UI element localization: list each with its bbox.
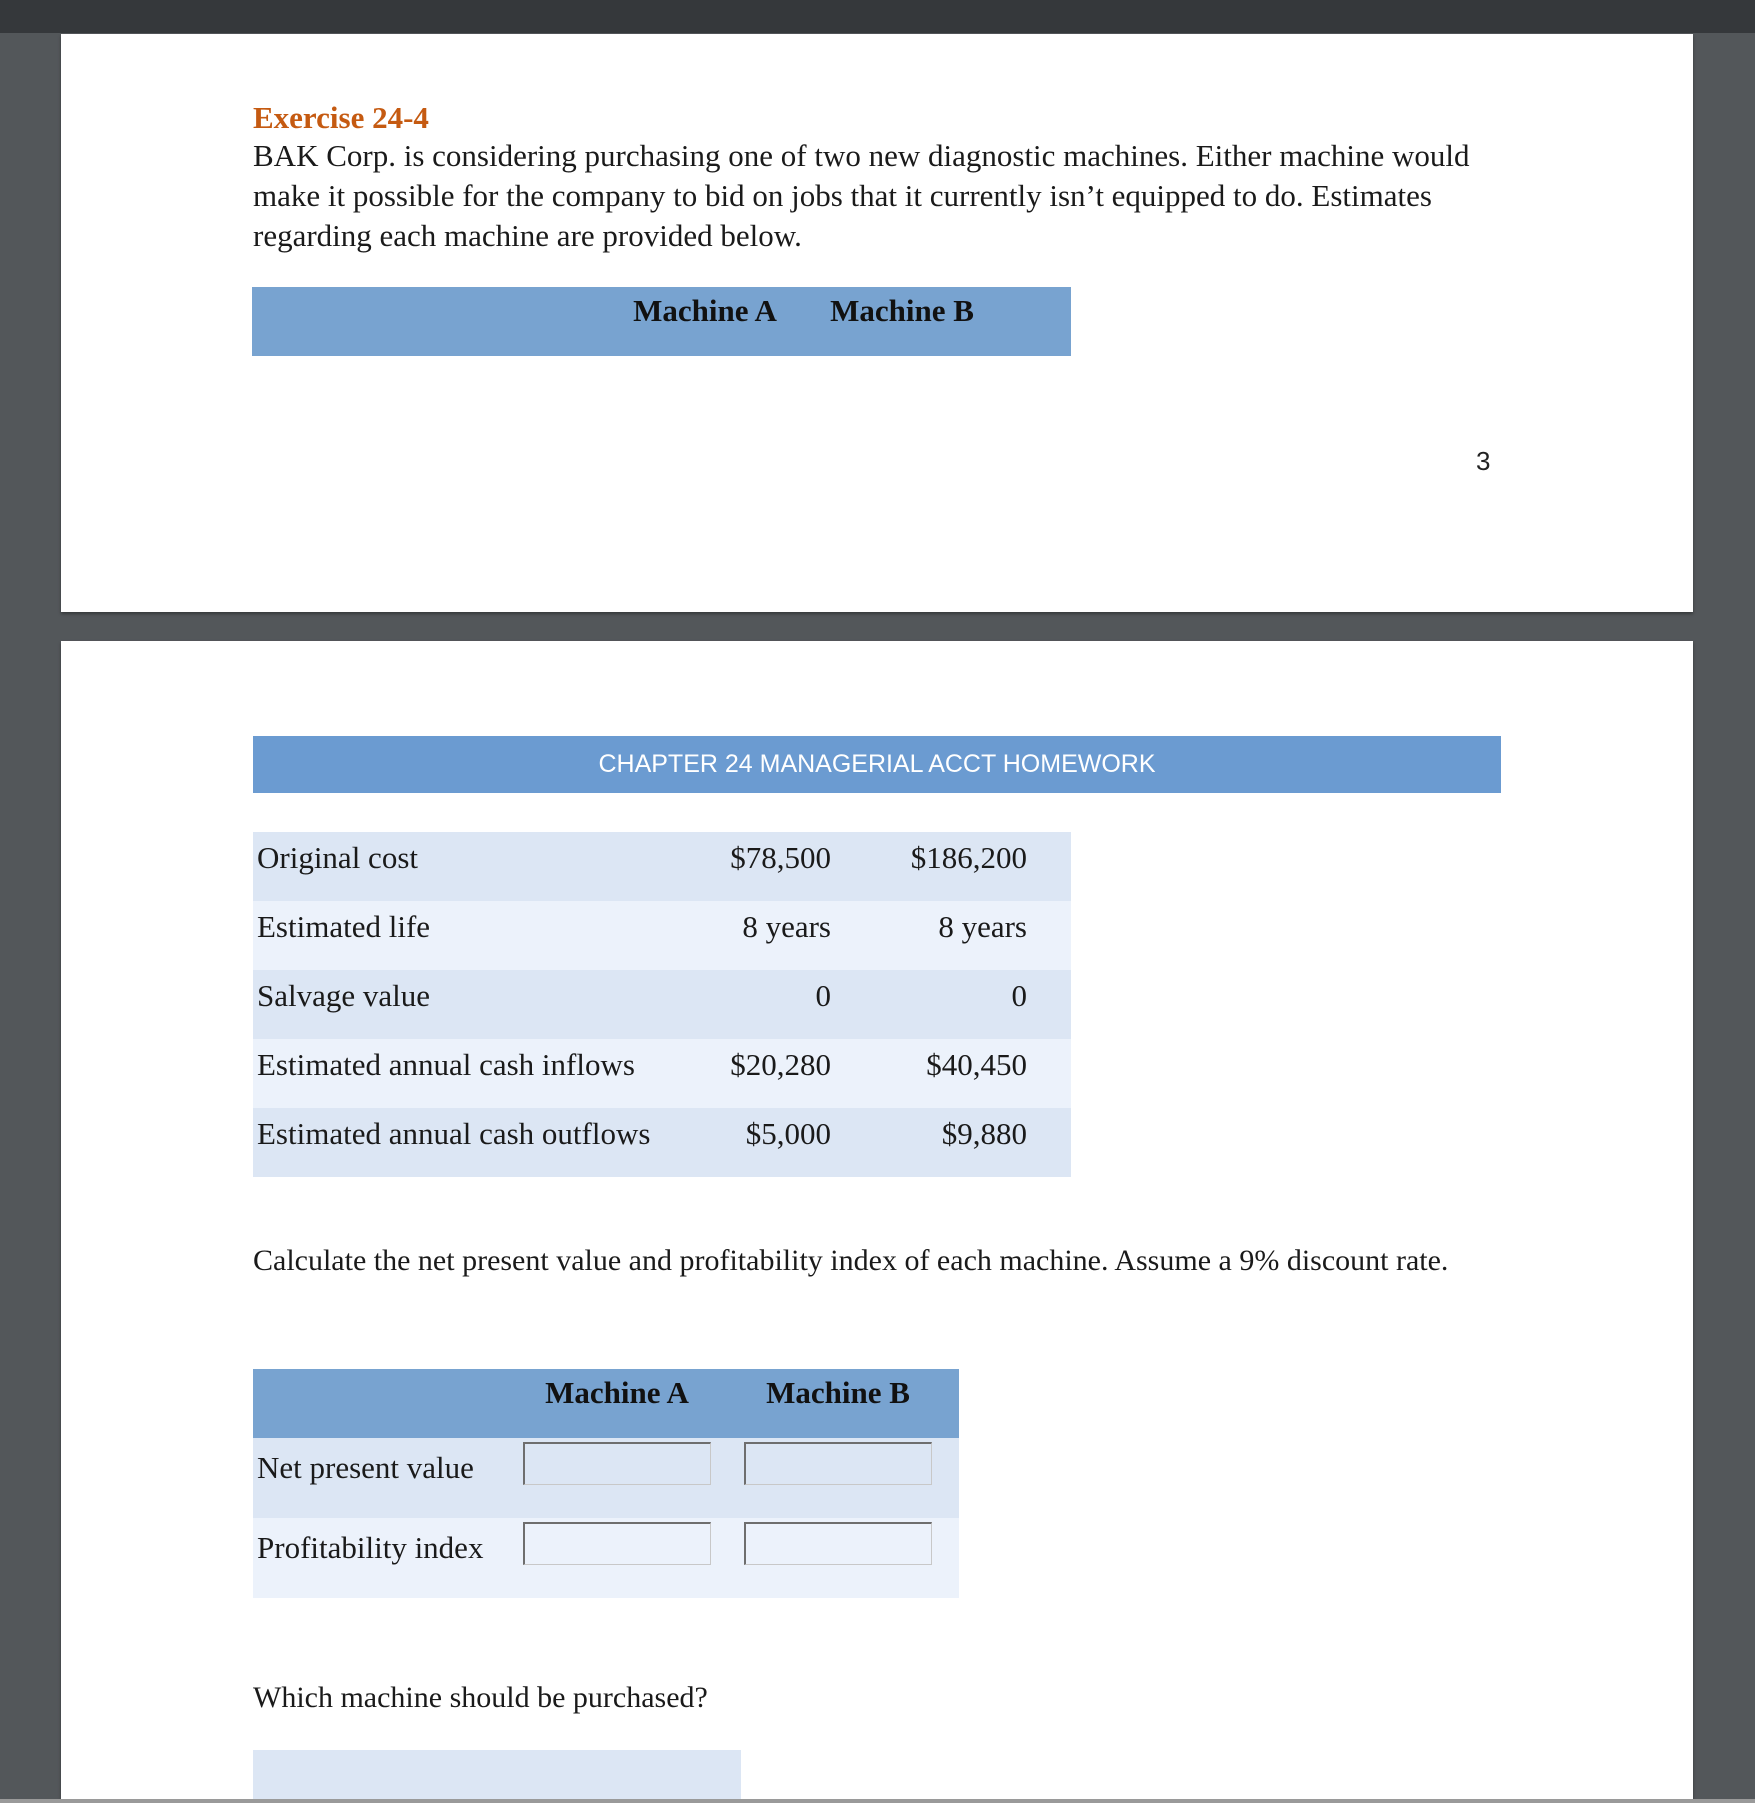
document-page-1: [61, 34, 1693, 612]
row-label: Net present value: [257, 1450, 474, 1485]
machine-b-value: $186,200: [910, 840, 1027, 875]
viewer-toolbar: [0, 0, 1755, 33]
pi-machine-a-input[interactable]: [523, 1522, 711, 1565]
estimates-row-salvage-value: [253, 970, 1071, 1039]
machine-a-value: 8 years: [742, 909, 831, 944]
estimates-header-machine-a: Machine A: [633, 293, 777, 328]
estimates-row-annual-outflows: [253, 1108, 1071, 1177]
machine-a-value: $20,280: [730, 1047, 831, 1082]
machine-b-value: $40,450: [926, 1047, 1027, 1082]
exercise-intro: BAK Corp. is considering purchasing one of two new diagnostic machines. Either machine would make it possible for the company to bid on jobs that it currently isn’t equipped to do. Estimates regarding each machine are provided below.: [253, 138, 1470, 253]
machine-b-value: 8 years: [938, 909, 1027, 944]
page-header-banner: CHAPTER 24 MANAGERIAL ACCT HOMEWORK: [253, 736, 1501, 793]
npv-question: Calculate the net present value and profitability index of each machine. Assume a 9% discount rate.: [253, 1244, 1449, 1277]
row-label: Estimated annual cash inflows: [257, 1047, 635, 1082]
npv-machine-b-input[interactable]: [744, 1442, 932, 1485]
row-label: Salvage value: [257, 978, 431, 1013]
answer-row-npv: [253, 1438, 959, 1518]
row-label: Estimated annual cash outflows: [257, 1116, 651, 1151]
answer-row-profitability-index: [253, 1518, 959, 1598]
page-number: 3: [1476, 446, 1491, 476]
purchase-question: Which machine should be purchased?: [253, 1681, 708, 1714]
machine-a-value: $5,000: [745, 1116, 831, 1151]
estimates-header-machine-b: Machine B: [830, 293, 974, 328]
machine-b-value: $9,880: [941, 1116, 1027, 1151]
document-page-2: [61, 641, 1693, 1799]
estimates-row-annual-inflows: [253, 1039, 1071, 1108]
npv-machine-a-input[interactable]: [523, 1442, 711, 1485]
answer-header-machine-a: Machine A: [545, 1375, 689, 1410]
answer-table-header: [253, 1369, 959, 1438]
viewer-bottom-edge: [0, 1799, 1755, 1803]
row-label: Profitability index: [257, 1530, 484, 1565]
machine-b-value: 0: [1011, 978, 1027, 1013]
answer-header-machine-b: Machine B: [766, 1375, 910, 1410]
pi-machine-b-input[interactable]: [744, 1522, 932, 1565]
estimates-table-header: [252, 287, 1071, 356]
purchase-answer-field[interactable]: [253, 1750, 741, 1799]
exercise-title: Exercise 24-4: [253, 100, 429, 135]
row-label: Estimated life: [257, 909, 431, 944]
row-label: Original cost: [257, 840, 418, 875]
machine-a-value: 0: [815, 978, 831, 1013]
machine-a-value: $78,500: [730, 840, 831, 875]
estimates-row-estimated-life: [253, 901, 1071, 970]
estimates-row-original-cost: [253, 832, 1071, 901]
